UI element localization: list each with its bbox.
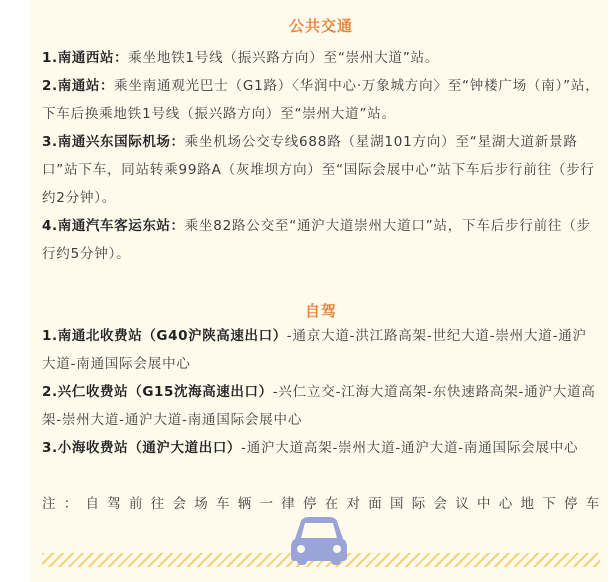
- driving-item-text: -通京大道-洪江路高架-世纪大道-崇州大道-通沪大道-南通国际会展中心: [42, 328, 587, 372]
- transit-item-3: [42, 128, 600, 212]
- parking-note: 注：自驾前往会场车辆一律停在对面国际会议中心地下停车: [42, 496, 600, 512]
- driving-item-label: 1.南通北收费站（G40沪陕高速出口）: [42, 328, 287, 344]
- transit-item-4: [42, 212, 600, 268]
- transit-item-text: 乘坐机场公交专线688路（星湖101方向）至“星湖大道新景路口”站下车，同站转乘99路A（灰堆坝方向）至“国际会展中心”站下车后步行前往（步行约2分钟）。: [42, 134, 595, 206]
- driving-item-label: 3.小海收费站（通沪大道出口）: [42, 440, 242, 456]
- car-icon: [287, 513, 351, 569]
- transit-item-label: 4.南通汽车客运东站：: [42, 218, 185, 234]
- driving-item-label: 2.兴仁收费站（G15沈海高速出口）: [42, 384, 273, 400]
- public-transit-title: 公共交通: [288, 17, 353, 35]
- public-transit-section: [42, 15, 600, 36]
- driving-item-2: [42, 378, 600, 434]
- transit-item-label: 1.南通西站：: [42, 50, 129, 66]
- transit-item-text: 乘坐地铁1号线（振兴路方向）至“崇州大道”站。: [128, 50, 440, 66]
- driving-item-text: -通沪大道高架-崇州大道-通沪大道-南通国际会展中心: [241, 440, 579, 456]
- transit-item-label: 3.南通兴东国际机场：: [42, 134, 185, 150]
- driving-item-text: -兴仁立交-江海大道高架-东快速路高架-通沪大道高架-崇州大道-通沪大道-南通国际会展中心: [42, 384, 596, 428]
- driving-item-3: [42, 434, 600, 462]
- driving-section: [42, 300, 600, 321]
- transit-item-label: 2.南通站：: [42, 78, 115, 94]
- driving-title: 自驾: [304, 302, 337, 320]
- transit-item-1: [42, 44, 600, 72]
- driving-item-1: [42, 322, 600, 378]
- transit-item-text: 乘坐南通观光巴士（G1路）〈华润中心·万象城方向〉至“钟楼广场（南）”站，下车后换乘地铁1号线（振兴路方向）至“崇州大道”站。: [42, 78, 600, 122]
- transit-item-2: [42, 72, 600, 128]
- traffic-guide-card: [30, 0, 608, 582]
- transit-item-text: 乘坐82路公交至“通沪大道崇州大道口”站，下车后步行前往（步行约5分钟）。: [42, 218, 591, 262]
